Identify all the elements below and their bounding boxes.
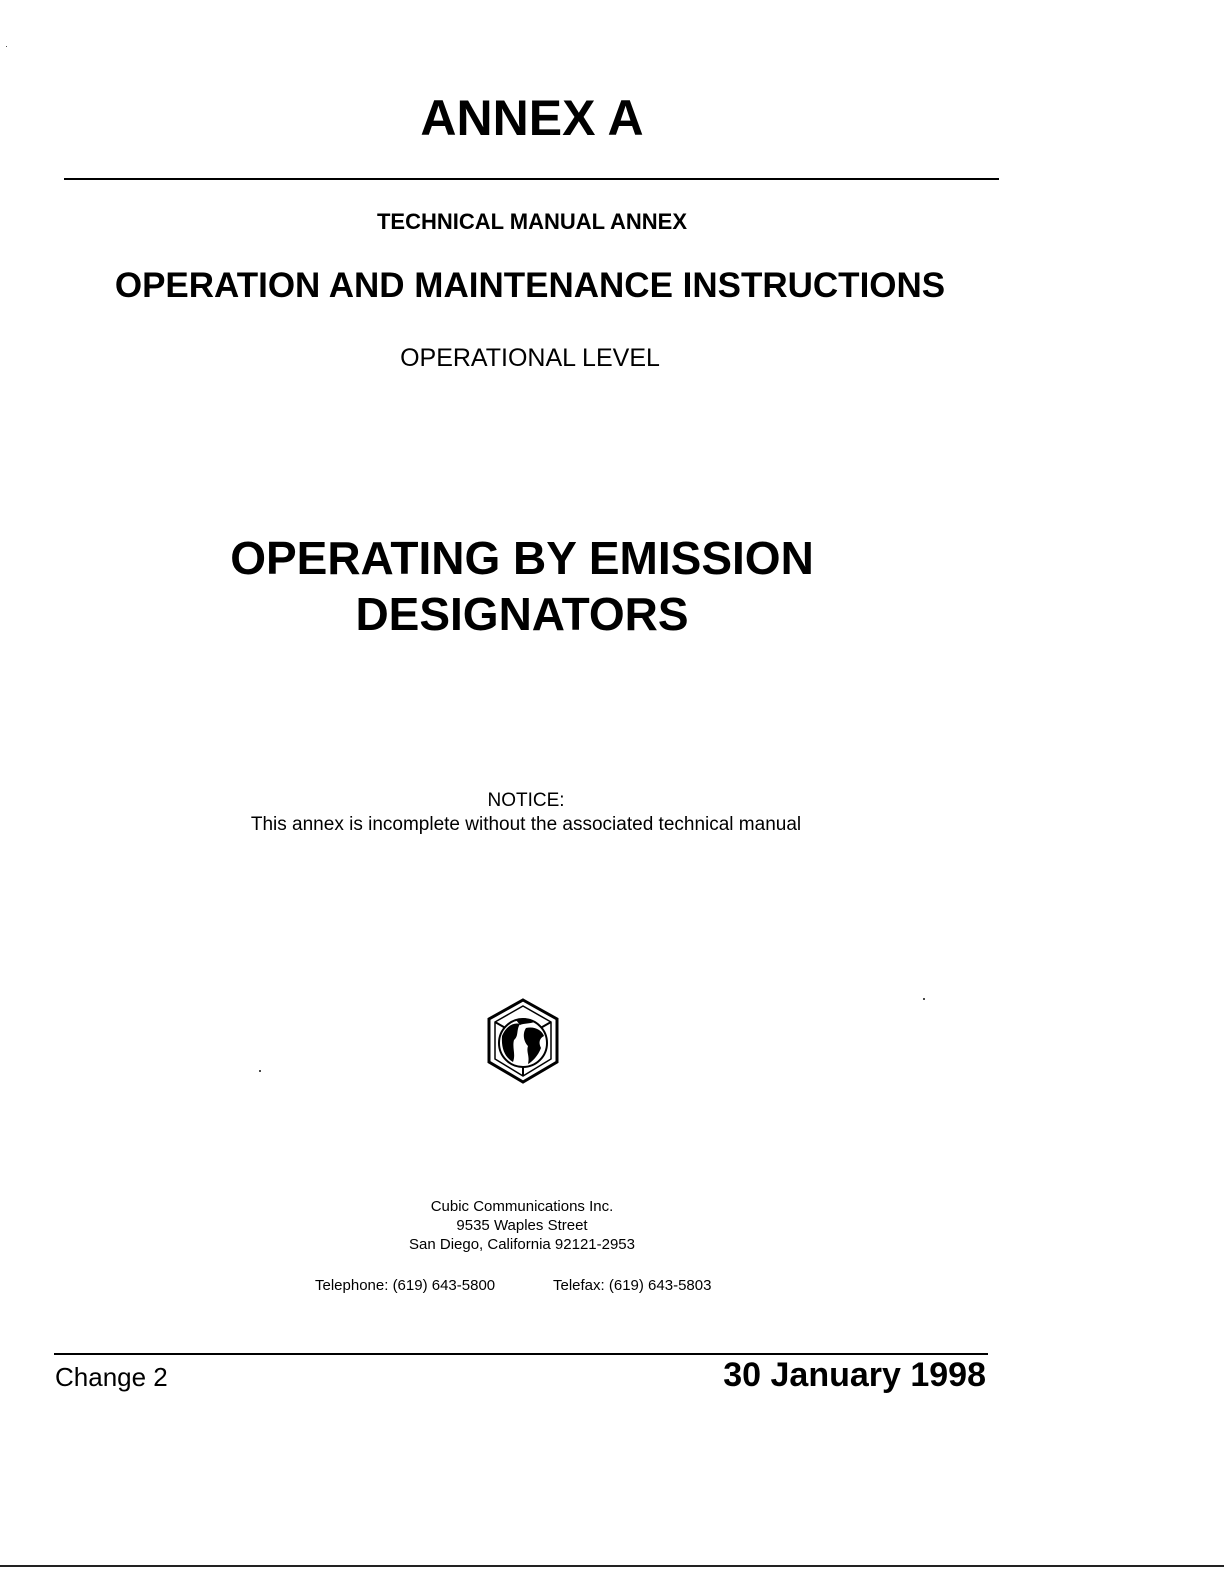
change-number: Change 2 xyxy=(55,1362,168,1392)
revision-date: 30 January 1998 xyxy=(723,1356,986,1394)
notice-block xyxy=(0,789,1052,837)
scan-speck xyxy=(259,1070,261,1072)
scan-speck xyxy=(923,998,925,1000)
document-title xyxy=(0,530,1044,642)
company-telephone: Telephone: (619) 643-5800 xyxy=(315,1277,496,1294)
annex-title: ANNEX A xyxy=(420,90,644,146)
company-telefax: Telefax: (619) 643-5803 xyxy=(553,1277,712,1294)
notice-text: This annex is incomplete without the associated technical manual xyxy=(250,814,802,835)
scan-speck xyxy=(6,46,7,47)
company-street: 9535 Waples Street xyxy=(456,1217,588,1234)
document-title-line1: OPERATING BY EMISSION xyxy=(230,532,814,584)
level-label: OPERATIONAL LEVEL xyxy=(400,344,660,372)
company-address xyxy=(0,1197,1044,1254)
header-divider xyxy=(64,178,999,180)
page-edge-line xyxy=(0,1565,1224,1567)
company-name: Cubic Communications Inc. xyxy=(430,1198,614,1215)
document-title-line2: DESIGNATORS xyxy=(355,588,689,640)
manual-type-label: TECHNICAL MANUAL ANNEX xyxy=(376,209,688,234)
company-city: San Diego, California 92121-2953 xyxy=(409,1236,635,1253)
cubic-globe-cube-icon xyxy=(486,998,560,1084)
notice-heading: NOTICE: xyxy=(487,790,565,811)
instructions-title: OPERATION AND MAINTENANCE INSTRUCTIONS xyxy=(114,266,946,305)
